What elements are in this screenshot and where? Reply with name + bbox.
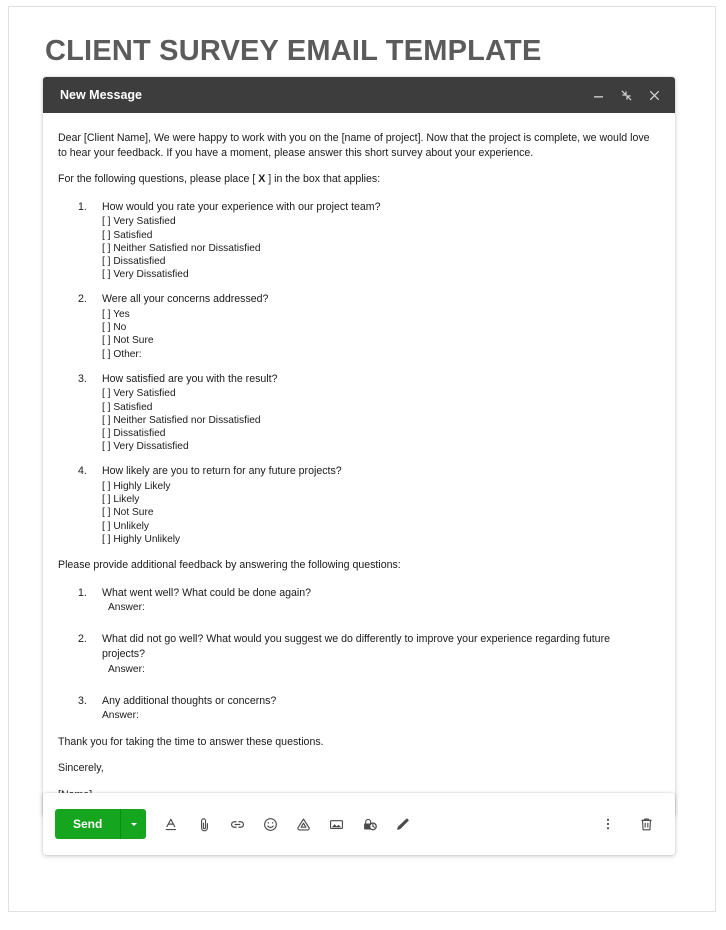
question-number: 1. (78, 200, 87, 213)
format-text-icon[interactable] (160, 813, 182, 835)
instruction-paragraph (58, 172, 655, 187)
send-button[interactable]: Send (55, 809, 120, 839)
insert-signature-icon[interactable] (391, 813, 413, 835)
survey-question-item (58, 292, 655, 360)
page-title: CLIENT SURVEY EMAIL TEMPLATE (45, 35, 542, 67)
minimize-icon[interactable] (592, 89, 605, 102)
send-button-group (55, 809, 146, 839)
close-icon[interactable] (648, 89, 661, 102)
question-number: 1. (78, 586, 87, 599)
option-item[interactable]: [ ] No (102, 322, 127, 334)
feedback-question-item (58, 694, 655, 723)
window-controls (592, 89, 661, 102)
option-item[interactable]: [ ] Neither Satisfied nor Dissatisfied (102, 414, 261, 426)
option-item[interactable]: [ ] Not Sure (102, 335, 154, 347)
greeting-paragraph: Dear [Client Name], We were happy to work with you on the [name of project]. Now that the project is complete, we would love to hear your feedback. If you have a moment, please answer this short survey about your experience. (58, 132, 650, 159)
document-page (8, 6, 716, 912)
send-options-chevron-down-icon[interactable] (120, 809, 146, 839)
option-item[interactable]: [ ] Satisfied (102, 229, 153, 241)
question-text: What went well? What could be done again? (102, 586, 312, 599)
question-number: 3. (78, 694, 87, 707)
question-text: Were all your concerns addressed? (102, 293, 269, 306)
insert-emoji-icon[interactable] (259, 813, 281, 835)
attach-file-icon[interactable] (193, 813, 215, 835)
answer-label[interactable]: Answer: (102, 710, 139, 722)
toolbar-right-actions (597, 813, 657, 835)
option-item[interactable]: [ ] Highly Unlikely (102, 533, 181, 545)
feedback-question-list (58, 586, 655, 723)
closing-thanks: Thank you for taking the time to answer these questions. (58, 735, 324, 748)
option-item[interactable]: [ ] Not Sure (102, 507, 154, 519)
survey-question-item (58, 464, 655, 546)
option-item[interactable]: [ ] Yes (102, 308, 130, 320)
instruction-suffix: ] in the box that applies: (265, 173, 381, 186)
insert-link-icon[interactable] (226, 813, 248, 835)
confidential-mode-icon[interactable] (358, 813, 380, 835)
option-item[interactable]: [ ] Unlikely (102, 520, 149, 532)
question-number: 2. (78, 633, 87, 646)
compose-window-title: New Message (60, 88, 142, 102)
option-item[interactable]: [ ] Dissatisfied (102, 255, 166, 267)
instruction-mark: X (258, 173, 266, 186)
question-text: How satisfied are you with the result? (102, 372, 278, 385)
question-options (102, 308, 655, 361)
collapse-icon[interactable] (620, 89, 633, 102)
answer-label[interactable]: Answer: (108, 602, 145, 614)
option-item[interactable]: [ ] Very Dissatisfied (102, 441, 189, 453)
feedback-intro-paragraph: Please provide additional feedback by answering the following questions: (58, 559, 401, 572)
question-text: What did not go well? What would you suggest we do differently to improve your experience regarding future projects? (102, 633, 610, 660)
option-item[interactable]: [ ] Very Dissatisfied (102, 269, 189, 281)
question-options (102, 215, 655, 281)
option-item[interactable]: [ ] Satisfied (102, 401, 153, 413)
formatting-tools (160, 813, 597, 835)
option-item[interactable]: [ ] Very Satisfied (102, 216, 176, 228)
question-number: 3. (78, 372, 87, 385)
question-number: 2. (78, 293, 87, 306)
more-options-icon[interactable] (597, 813, 619, 835)
option-item[interactable]: [ ] Other: (102, 348, 142, 360)
question-text: How would you rate your experience with our project team? (102, 200, 381, 213)
answer-label[interactable]: Answer: (108, 663, 145, 675)
feedback-question-item (58, 632, 655, 675)
trash-icon[interactable] (635, 813, 657, 835)
option-item[interactable]: [ ] Dissatisfied (102, 428, 166, 439)
question-options (102, 387, 655, 453)
option-item[interactable]: [ ] Likely (102, 494, 140, 506)
question-text: How likely are you to return for any future projects? (102, 465, 342, 478)
option-item[interactable]: [ ] Highly Likely (102, 481, 171, 492)
compose-toolbar (43, 793, 675, 855)
compose-window (43, 77, 675, 816)
compose-body[interactable] (43, 113, 675, 816)
closing-signoff: Sincerely, (58, 762, 104, 775)
insert-photo-icon[interactable] (325, 813, 347, 835)
feedback-question-item (58, 586, 655, 615)
survey-question-item (58, 200, 655, 282)
question-options (102, 480, 655, 546)
compose-window-header (43, 77, 675, 113)
option-item[interactable]: [ ] Neither Satisfied nor Dissatisfied (102, 242, 261, 254)
instruction-prefix: For the following questions, please place [ (58, 173, 259, 186)
option-item[interactable]: [ ] Very Satisfied (102, 388, 176, 400)
insert-drive-file-icon[interactable] (292, 813, 314, 835)
question-text: Any additional thoughts or concerns? (102, 694, 277, 707)
question-number: 4. (78, 465, 87, 478)
survey-question-item (58, 372, 655, 454)
survey-question-list (58, 200, 655, 546)
